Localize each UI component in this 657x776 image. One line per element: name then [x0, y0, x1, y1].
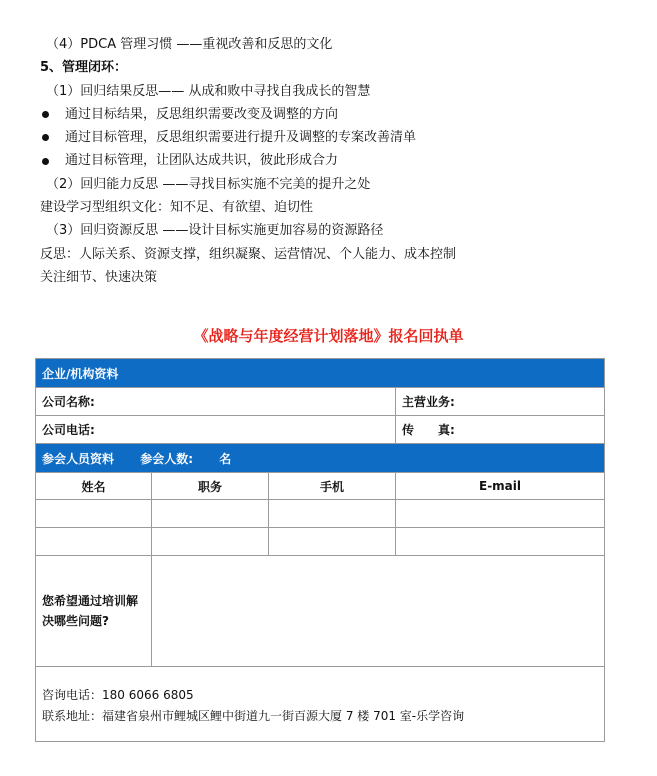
contact-address: 联系地址：福建省泉州市鲤城区鲤中街道九一街百源大厦 7 楼 701 室-乐学咨询: [42, 709, 465, 723]
participant-row: [36, 500, 605, 528]
bullet-item: [40, 103, 640, 126]
bullet-text: 通过目标结果，反思组织需要改变及调整的方向: [65, 106, 339, 122]
company-section-label: 企业/机构资料: [36, 359, 605, 388]
bullet-item: [40, 126, 640, 149]
position-cell[interactable]: [152, 500, 269, 528]
bullet-icon: [42, 111, 49, 118]
mobile-cell[interactable]: [269, 528, 396, 556]
contact-phone: 咨询电话：180 6066 6805: [42, 688, 194, 702]
column-header-name: 姓名: [36, 473, 152, 500]
contact-row: [36, 667, 605, 742]
participant-count-label: 参会人数:: [140, 451, 194, 466]
company-name-label: 公司名称:: [42, 395, 95, 409]
participants-section-label: 参会人员资料: [42, 451, 115, 466]
bullet-item: [40, 149, 640, 172]
bullet-icon: [42, 134, 49, 141]
column-header-mobile: 手机: [269, 473, 396, 500]
form-title: 《战略与年度经营计划落地》报名回执单: [193, 327, 464, 345]
question-label-line: 决哪些问题?: [42, 614, 109, 628]
mobile-cell[interactable]: [269, 500, 396, 528]
main-business-field[interactable]: [396, 388, 605, 416]
company-name-row: [36, 388, 605, 416]
fax-label-suffix: 真:: [438, 423, 455, 437]
text-line: （3）回归资源反思 ——设计目标实施更加容易的资源路径: [46, 223, 384, 239]
section-heading: 5、管理闭环：: [40, 60, 128, 76]
question-row: [36, 556, 605, 667]
company-name-field[interactable]: [36, 388, 396, 416]
body-text: [40, 33, 640, 289]
email-cell[interactable]: [396, 528, 605, 556]
company-phone-field[interactable]: [36, 416, 396, 444]
text-line: （4）PDCA 管理习惯 ——重视改善和反思的文化: [46, 37, 333, 52]
column-header-position: 职务: [152, 473, 269, 500]
contact-info-cell: [36, 667, 605, 742]
participant-row: [36, 528, 605, 556]
position-cell[interactable]: [152, 528, 269, 556]
company-phone-row: [36, 416, 605, 444]
company-section-header: [36, 359, 605, 388]
column-header-email: E-mail: [396, 473, 605, 500]
question-label-line: 您希望通过培训解: [42, 594, 139, 608]
question-answer-field[interactable]: [152, 556, 605, 667]
name-cell[interactable]: [36, 500, 152, 528]
text-line: 关注细节、快速决策: [40, 269, 158, 285]
fax-label: 传: [402, 423, 415, 437]
bullet-text: 通过目标管理，反思组织需要进行提升及调整的专案改善清单: [65, 130, 417, 146]
email-cell[interactable]: [396, 500, 605, 528]
main-business-label: 主营业务:: [402, 395, 455, 409]
question-label-cell: [36, 556, 152, 667]
registration-form: [35, 358, 605, 742]
text-line: （1）回归结果反思—— 从成和败中寻找自我成长的智慧: [46, 83, 371, 99]
participant-unit: 名: [219, 451, 232, 466]
participants-section-header: [36, 444, 605, 473]
text-line: 反思：人际关系、资源支撑，组织凝聚、运营情况、个人能力、成本控制: [40, 246, 457, 262]
text-line: （2）回归能力反思 ——寻找目标实施不完美的提升之处: [46, 176, 371, 192]
bullet-text: 通过目标管理，让团队达成共识，彼此形成合力: [65, 153, 339, 169]
fax-field[interactable]: [396, 416, 605, 444]
participants-header-row: [36, 473, 605, 500]
text-line: 建设学习型组织文化：知不足、有欲望、迫切性: [40, 200, 314, 216]
company-phone-label: 公司电话:: [42, 423, 95, 437]
participants-section-cell: [36, 444, 605, 473]
bullet-icon: [42, 158, 49, 165]
name-cell[interactable]: [36, 528, 152, 556]
